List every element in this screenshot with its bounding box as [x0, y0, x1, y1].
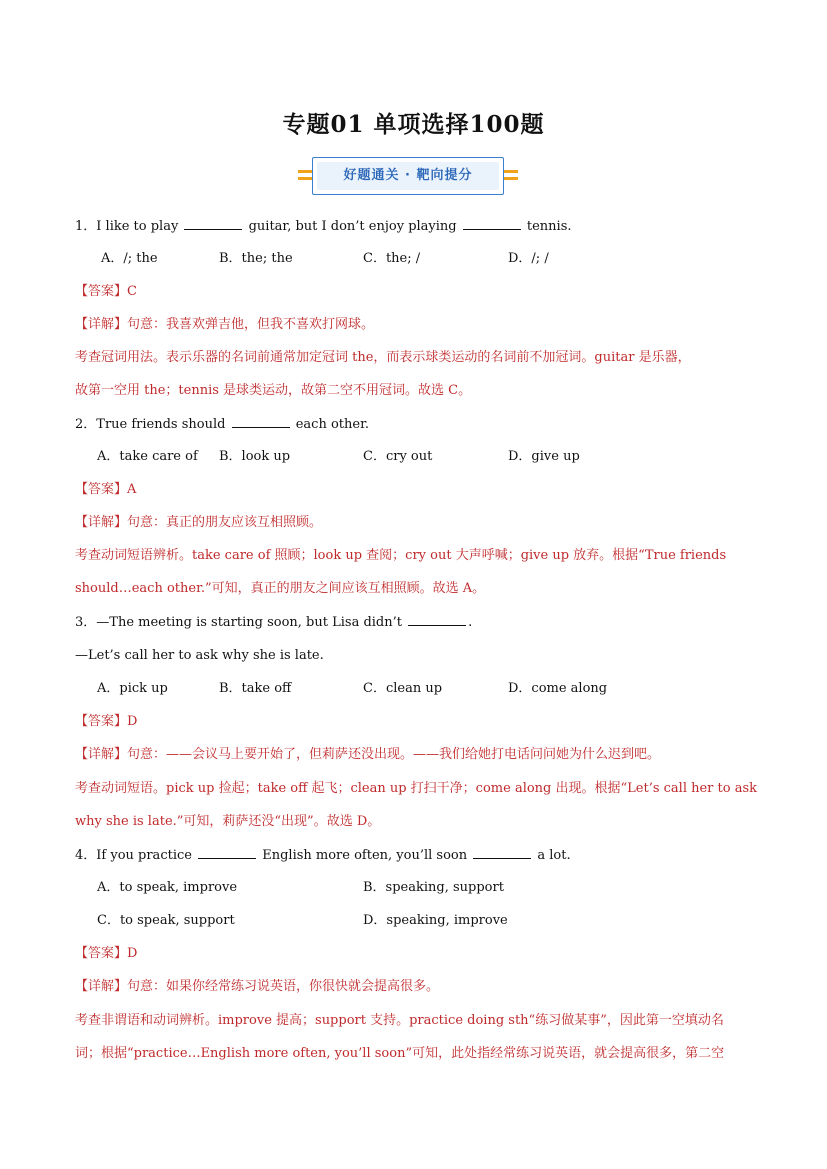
q3-explanation-line-2: why she is late.”可知，莉萨还没“出现”。故选 D。 — [75, 814, 381, 829]
q1-option-b: B．the; the — [219, 251, 293, 266]
answer-blank — [198, 846, 256, 859]
question-3-stem — [75, 613, 472, 632]
question-4-stem — [75, 846, 571, 865]
q3-detail: 【详解】句意：——会议马上要开始了，但莉萨还没出现。——我们给她打电话问问她为什么迟到吧。 — [75, 747, 661, 762]
q4-explanation-line-1: 考查非谓语和动词辨析。improve 提高；support 支持。practice doing sth“练习做某事”，因此第一空填动名 — [75, 1013, 724, 1028]
q2-option-a: A．take care of — [97, 449, 198, 464]
q3-stem-part-b: . — [468, 615, 473, 630]
q2-option-b: B．look up — [219, 449, 291, 464]
banner-left-bar-bottom — [298, 177, 312, 180]
q2-option-c: C．cry out — [363, 449, 433, 464]
q4-option-c: C．to speak, support — [97, 913, 235, 928]
q1-explanation-line-1: 考查冠词用法。表示乐器的名词前通常加定冠词 the，而表示球类运动的名词前不加冠词。guitar 是乐器， — [75, 350, 691, 365]
q2-stem-part-a: 2．True friends should — [75, 417, 230, 432]
q1-explanation-line-2: 故第一空用 the；tennis 是球类运动，故第二空不用冠词。故选 C。 — [75, 383, 472, 398]
q1-option-a: A．/; the — [101, 251, 158, 266]
question-2-stem — [75, 415, 369, 434]
q1-answer: 【答案】C — [75, 284, 137, 299]
q3-option-d: D．come along — [508, 681, 608, 696]
q4-explanation-line-2: 词；根据“practice…English more often, you’ll soon”可知，此处指经常练习说英语，就会提高很多，第二空 — [75, 1046, 725, 1061]
q2-explanation-line-1: 考查动词短语辨析。take care of 照顾；look up 查阅；cry out 大声呼喊；give up 放弃。根据“True friends — [75, 548, 727, 563]
answer-blank — [232, 415, 290, 428]
q4-stem-part-a: 4．If you practice — [75, 848, 197, 863]
q4-option-d: D．speaking, improve — [363, 913, 508, 928]
q4-option-a: A．to speak, improve — [97, 880, 238, 895]
q4-answer: 【答案】D — [75, 946, 138, 961]
q1-stem-part-c: tennis. — [522, 219, 572, 234]
q2-explanation-line-2: should…each other.”可知，真正的朋友之间应该互相照顾。故选 A。 — [75, 581, 486, 596]
q2-stem-part-b: each other. — [291, 417, 369, 432]
banner-text: 好题通关 · 靶向提分 — [317, 162, 499, 190]
q1-stem-part-a: 1．I like to play — [75, 219, 183, 234]
q1-option-d: D．/; / — [508, 251, 549, 266]
q3-option-b: B．take off — [219, 681, 292, 696]
q3-answer: 【答案】D — [75, 714, 138, 729]
answer-blank — [463, 217, 521, 230]
q2-detail: 【详解】句意：真正的朋友应该互相照顾。 — [75, 515, 323, 530]
question-1-stem — [75, 217, 572, 236]
answer-blank — [473, 846, 531, 859]
q4-detail: 【详解】句意：如果你经常练习说英语，你很快就会提高很多。 — [75, 979, 440, 994]
answer-blank — [408, 613, 466, 626]
q1-option-c: C．the; / — [363, 251, 421, 266]
q3-option-c: C．clean up — [363, 681, 443, 696]
q2-answer: 【答案】A — [75, 482, 137, 497]
banner-left-bar-top — [298, 170, 312, 173]
answer-blank — [184, 217, 242, 230]
q4-stem-part-b: English more often, you’ll soon — [258, 848, 472, 863]
q3-explanation-line-1: 考查动词短语。pick up 捡起；take off 起飞；clean up 打扫干净；come along 出现。根据“Let’s call her to ask — [75, 781, 758, 796]
section-banner — [298, 157, 518, 195]
q1-detail: 【详解】句意：我喜欢弹吉他，但我不喜欢打网球。 — [75, 317, 375, 332]
page-title: 专题01 单项选择100题 — [282, 111, 545, 138]
banner-right-bar-top — [504, 170, 518, 173]
q3-option-a: A．pick up — [97, 681, 168, 696]
q3-stem-part-a: 3．—The meeting is starting soon, but Lisa didn’t — [75, 615, 407, 630]
q4-stem-part-c: a lot. — [533, 848, 571, 863]
q2-option-d: D．give up — [508, 449, 580, 464]
banner-box — [312, 157, 504, 195]
banner-right-bar-bottom — [504, 177, 518, 180]
q1-stem-part-b: guitar, but I don’t enjoy playing — [244, 219, 461, 234]
question-3-stem-line-2: —Let’s call her to ask why she is late. — [75, 648, 324, 663]
q4-option-b: B．speaking, support — [363, 880, 504, 895]
